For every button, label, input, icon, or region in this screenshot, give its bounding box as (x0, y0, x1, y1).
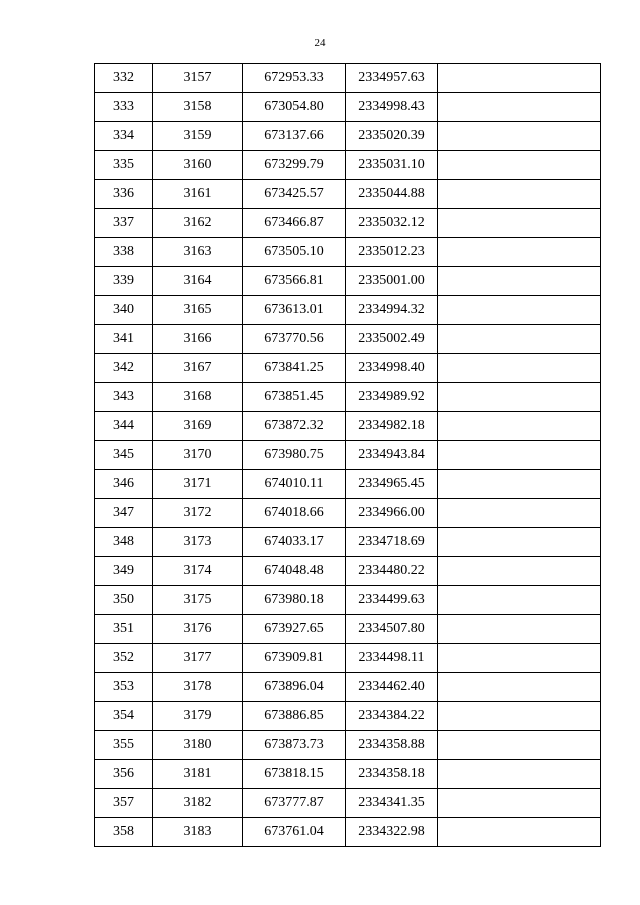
point-id-cell: 3182 (153, 789, 243, 818)
point-id-cell: 3171 (153, 470, 243, 499)
y-coordinate-cell: 2334507.80 (346, 615, 438, 644)
row-index-cell: 342 (95, 354, 153, 383)
table-row (95, 325, 601, 354)
y-coordinate-cell: 2334498.11 (346, 644, 438, 673)
table-body (95, 64, 601, 847)
table-row (95, 586, 601, 615)
note-cell (438, 789, 601, 818)
table-row (95, 151, 601, 180)
x-coordinate-cell: 673761.04 (243, 818, 346, 847)
y-coordinate-cell: 2334966.00 (346, 499, 438, 528)
table-row (95, 296, 601, 325)
table-row (95, 673, 601, 702)
x-coordinate-cell: 674048.48 (243, 557, 346, 586)
point-id-cell: 3162 (153, 209, 243, 238)
y-coordinate-cell: 2335002.49 (346, 325, 438, 354)
x-coordinate-cell: 673980.75 (243, 441, 346, 470)
table-row (95, 441, 601, 470)
row-index-cell: 341 (95, 325, 153, 354)
y-coordinate-cell: 2334943.84 (346, 441, 438, 470)
note-cell (438, 644, 601, 673)
row-index-cell: 336 (95, 180, 153, 209)
x-coordinate-cell: 673851.45 (243, 383, 346, 412)
table-row (95, 122, 601, 151)
x-coordinate-cell: 673777.87 (243, 789, 346, 818)
note-cell (438, 64, 601, 93)
table-row (95, 644, 601, 673)
x-coordinate-cell: 673841.25 (243, 354, 346, 383)
x-coordinate-cell: 674010.11 (243, 470, 346, 499)
y-coordinate-cell: 2335032.12 (346, 209, 438, 238)
y-coordinate-cell: 2334982.18 (346, 412, 438, 441)
table-row (95, 383, 601, 412)
x-coordinate-cell: 673505.10 (243, 238, 346, 267)
point-id-cell: 3174 (153, 557, 243, 586)
note-cell (438, 760, 601, 789)
note-cell (438, 238, 601, 267)
point-id-cell: 3158 (153, 93, 243, 122)
note-cell (438, 209, 601, 238)
point-id-cell: 3168 (153, 383, 243, 412)
point-id-cell: 3163 (153, 238, 243, 267)
point-id-cell: 3157 (153, 64, 243, 93)
row-index-cell: 349 (95, 557, 153, 586)
table-row (95, 412, 601, 441)
y-coordinate-cell: 2334998.43 (346, 93, 438, 122)
row-index-cell: 357 (95, 789, 153, 818)
point-id-cell: 3173 (153, 528, 243, 557)
row-index-cell: 332 (95, 64, 153, 93)
y-coordinate-cell: 2334341.35 (346, 789, 438, 818)
y-coordinate-cell: 2334718.69 (346, 528, 438, 557)
point-id-cell: 3176 (153, 615, 243, 644)
note-cell (438, 151, 601, 180)
y-coordinate-cell: 2335044.88 (346, 180, 438, 209)
row-index-cell: 338 (95, 238, 153, 267)
row-index-cell: 354 (95, 702, 153, 731)
note-cell (438, 296, 601, 325)
x-coordinate-cell: 673137.66 (243, 122, 346, 151)
x-coordinate-cell: 674018.66 (243, 499, 346, 528)
x-coordinate-cell: 673909.81 (243, 644, 346, 673)
table-row (95, 267, 601, 296)
y-coordinate-cell: 2335012.23 (346, 238, 438, 267)
y-coordinate-cell: 2334957.63 (346, 64, 438, 93)
row-index-cell: 350 (95, 586, 153, 615)
note-cell (438, 122, 601, 151)
table-row (95, 499, 601, 528)
x-coordinate-cell: 673466.87 (243, 209, 346, 238)
point-id-cell: 3166 (153, 325, 243, 354)
row-index-cell: 355 (95, 731, 153, 760)
note-cell (438, 731, 601, 760)
point-id-cell: 3170 (153, 441, 243, 470)
note-cell (438, 586, 601, 615)
x-coordinate-cell: 673872.32 (243, 412, 346, 441)
x-coordinate-cell: 672953.33 (243, 64, 346, 93)
row-index-cell: 351 (95, 615, 153, 644)
x-coordinate-cell: 673566.81 (243, 267, 346, 296)
row-index-cell: 344 (95, 412, 153, 441)
x-coordinate-cell: 673980.18 (243, 586, 346, 615)
y-coordinate-cell: 2334965.45 (346, 470, 438, 499)
point-id-cell: 3167 (153, 354, 243, 383)
note-cell (438, 818, 601, 847)
y-coordinate-cell: 2334462.40 (346, 673, 438, 702)
point-id-cell: 3175 (153, 586, 243, 615)
point-id-cell: 3159 (153, 122, 243, 151)
table-row (95, 180, 601, 209)
row-index-cell: 352 (95, 644, 153, 673)
row-index-cell: 343 (95, 383, 153, 412)
table-row (95, 354, 601, 383)
note-cell (438, 267, 601, 296)
note-cell (438, 441, 601, 470)
x-coordinate-cell: 673818.15 (243, 760, 346, 789)
note-cell (438, 615, 601, 644)
table-row (95, 528, 601, 557)
x-coordinate-cell: 673425.57 (243, 180, 346, 209)
y-coordinate-cell: 2334998.40 (346, 354, 438, 383)
table-row (95, 93, 601, 122)
note-cell (438, 354, 601, 383)
table-row (95, 760, 601, 789)
note-cell (438, 499, 601, 528)
note-cell (438, 470, 601, 499)
point-id-cell: 3164 (153, 267, 243, 296)
y-coordinate-cell: 2334994.32 (346, 296, 438, 325)
y-coordinate-cell: 2334384.22 (346, 702, 438, 731)
point-id-cell: 3160 (153, 151, 243, 180)
x-coordinate-cell: 673886.85 (243, 702, 346, 731)
note-cell (438, 702, 601, 731)
y-coordinate-cell: 2334989.92 (346, 383, 438, 412)
y-coordinate-cell: 2335020.39 (346, 122, 438, 151)
x-coordinate-cell: 673054.80 (243, 93, 346, 122)
row-index-cell: 340 (95, 296, 153, 325)
point-id-cell: 3172 (153, 499, 243, 528)
page-number: 24 (314, 37, 326, 49)
point-id-cell: 3178 (153, 673, 243, 702)
x-coordinate-cell: 673770.56 (243, 325, 346, 354)
row-index-cell: 347 (95, 499, 153, 528)
point-id-cell: 3181 (153, 760, 243, 789)
y-coordinate-cell: 2334322.98 (346, 818, 438, 847)
row-index-cell: 339 (95, 267, 153, 296)
y-coordinate-cell: 2335031.10 (346, 151, 438, 180)
y-coordinate-cell: 2334480.22 (346, 557, 438, 586)
note-cell (438, 180, 601, 209)
y-coordinate-cell: 2335001.00 (346, 267, 438, 296)
note-cell (438, 383, 601, 412)
row-index-cell: 337 (95, 209, 153, 238)
x-coordinate-cell: 674033.17 (243, 528, 346, 557)
table-row (95, 64, 601, 93)
point-id-cell: 3169 (153, 412, 243, 441)
y-coordinate-cell: 2334358.18 (346, 760, 438, 789)
point-id-cell: 3183 (153, 818, 243, 847)
point-id-cell: 3180 (153, 731, 243, 760)
table-row (95, 702, 601, 731)
row-index-cell: 335 (95, 151, 153, 180)
x-coordinate-cell: 673873.73 (243, 731, 346, 760)
point-id-cell: 3177 (153, 644, 243, 673)
row-index-cell: 358 (95, 818, 153, 847)
x-coordinate-cell: 673896.04 (243, 673, 346, 702)
point-id-cell: 3161 (153, 180, 243, 209)
point-id-cell: 3179 (153, 702, 243, 731)
table-row (95, 470, 601, 499)
note-cell (438, 93, 601, 122)
y-coordinate-cell: 2334358.88 (346, 731, 438, 760)
coordinates-table (94, 63, 601, 847)
table-row (95, 615, 601, 644)
note-cell (438, 325, 601, 354)
row-index-cell: 356 (95, 760, 153, 789)
table-row (95, 731, 601, 760)
row-index-cell: 346 (95, 470, 153, 499)
note-cell (438, 528, 601, 557)
y-coordinate-cell: 2334499.63 (346, 586, 438, 615)
table-row (95, 818, 601, 847)
note-cell (438, 557, 601, 586)
row-index-cell: 345 (95, 441, 153, 470)
x-coordinate-cell: 673927.65 (243, 615, 346, 644)
point-id-cell: 3165 (153, 296, 243, 325)
row-index-cell: 353 (95, 673, 153, 702)
x-coordinate-cell: 673299.79 (243, 151, 346, 180)
table-row (95, 557, 601, 586)
note-cell (438, 673, 601, 702)
note-cell (438, 412, 601, 441)
row-index-cell: 334 (95, 122, 153, 151)
table-row (95, 209, 601, 238)
table-row (95, 789, 601, 818)
row-index-cell: 348 (95, 528, 153, 557)
table-row (95, 238, 601, 267)
x-coordinate-cell: 673613.01 (243, 296, 346, 325)
row-index-cell: 333 (95, 93, 153, 122)
